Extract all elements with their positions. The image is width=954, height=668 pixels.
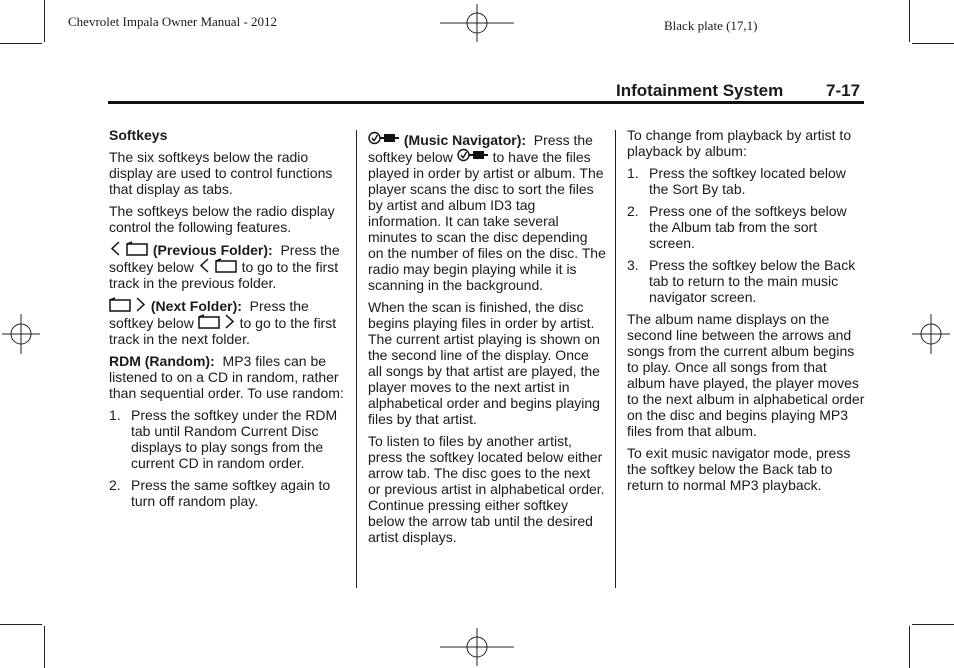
- next-folder-entry: [109, 297, 347, 347]
- paragraph: The softkeys below the radio display control the following features.: [109, 203, 335, 235]
- list-item: [627, 165, 865, 197]
- list-text: Press the softkey below the Back tab to return to the main music navigator screen.: [649, 257, 856, 305]
- registration-mark-top: [440, 4, 514, 42]
- paragraph: When the scan is finished, the disc begins playing files in order by artist. The current artist playing is shown on the second line of the display. Once all songs by that artist are played, the player moves to the next artist in alphabetical order and begins playing files by that artist.: [368, 299, 600, 427]
- previous-folder-text-a: Press the softkey below: [109, 242, 340, 275]
- column-1: [109, 127, 347, 515]
- music-navigator-text-b: to have the files played in order by artist or album. The player scans the disc to sort the files by artist and album ID3 tag information. It can take several minutes to scan the disc depending on the number of files on the disc. The radio may begin playing while it is scanning in the background.: [368, 149, 606, 293]
- list-item: [627, 203, 865, 251]
- music-navigator-icon: [368, 131, 400, 146]
- previous-folder-icon: [109, 241, 149, 256]
- random-entry: [109, 353, 347, 401]
- list-number: 2.: [109, 477, 121, 493]
- list-text: Press the softkey located below the Sort By tab.: [649, 165, 846, 197]
- music-navigator-label: (Music Navigator):: [403, 132, 527, 148]
- header-rule: [108, 101, 864, 104]
- page-number: 7-17: [826, 81, 861, 100]
- list-item: [109, 477, 347, 509]
- random-text: MP3 files can be listened to on a CD in random, rather than sequential order. To use random:: [109, 353, 344, 401]
- list-number: 1.: [109, 407, 121, 423]
- plate-label: Black plate (17,1): [664, 18, 758, 33]
- registration-mark-right: [912, 314, 950, 354]
- softkeys-heading: Softkeys: [109, 127, 168, 143]
- music-navigator-icon: [457, 148, 489, 163]
- next-folder-text-a: Press the softkey below: [109, 298, 309, 331]
- column-2: [368, 131, 606, 551]
- next-folder-label: (Next Folder):: [150, 298, 242, 314]
- section-title: Infotainment System: [616, 81, 784, 100]
- column-divider: [615, 130, 616, 588]
- list-text: Press one of the softkeys below the Album tab from the sort screen.: [649, 203, 847, 251]
- next-folder-text-b: to go to the first track in the next folder.: [109, 315, 337, 347]
- manual-title: Chevrolet Impala Owner Manual - 2012: [68, 14, 278, 29]
- paragraph: To listen to files by another artist, press the softkey located below either arrow tab. The disc goes to the next or previous artist in alphabetical order. Continue pressing either softkey below the arrow tab until the desired artist displays.: [368, 433, 605, 545]
- random-label: RDM (Random):: [109, 353, 215, 369]
- music-navigator-text-a: Press the softkey below: [368, 132, 593, 165]
- paragraph: To exit music navigator mode, press the softkey below the Back tab to return to normal MP3 playback.: [627, 445, 851, 493]
- previous-folder-entry: [109, 241, 347, 291]
- next-folder-icon: [109, 297, 147, 312]
- registration-mark-bottom: [440, 628, 514, 666]
- previous-folder-icon: [198, 258, 238, 273]
- column-3: [627, 127, 865, 499]
- list-item: [627, 257, 865, 305]
- paragraph: The six softkeys below the radio display are used to control functions that display as tabs.: [109, 149, 333, 197]
- list-text: Press the softkey under the RDM tab until Random Current Disc displays to play songs from the current CD in random order.: [131, 407, 338, 471]
- list-number: 1.: [627, 165, 639, 181]
- registration-mark-left: [2, 314, 40, 354]
- list-text: Press the same softkey again to turn off random play.: [131, 477, 331, 509]
- next-folder-icon: [198, 314, 236, 329]
- list-item: [109, 407, 347, 471]
- column-divider: [356, 130, 357, 588]
- list-number: 3.: [627, 257, 639, 273]
- paragraph: To change from playback by artist to playback by album:: [627, 127, 852, 159]
- previous-folder-label: (Previous Folder):: [152, 242, 273, 258]
- paragraph: The album name displays on the second line between the arrows and songs from the current album begins to play. Once all songs from that album have played, the player moves to the next album in alphabetical order on the disc and begins playing MP3 files from that album.: [627, 311, 865, 439]
- music-navigator-entry: [368, 131, 606, 293]
- previous-folder-text-b: to go to the first track in the previous folder.: [109, 259, 339, 291]
- list-number: 2.: [627, 203, 639, 219]
